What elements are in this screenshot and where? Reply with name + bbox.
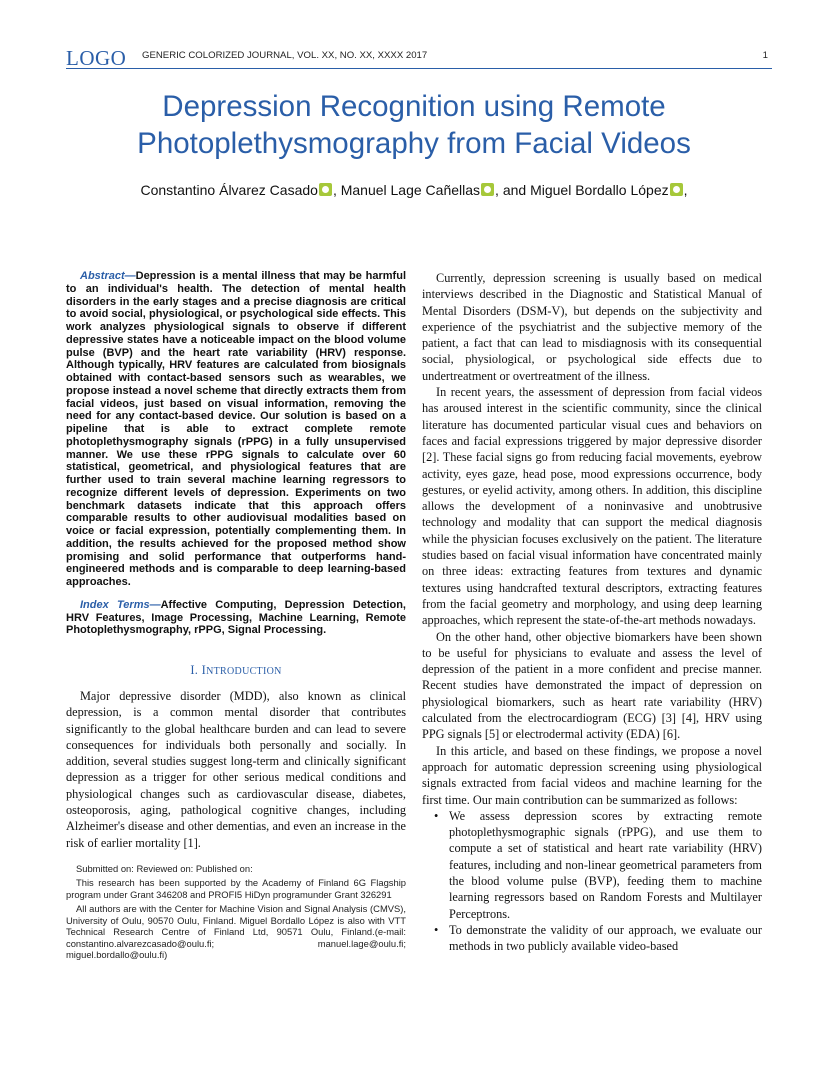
right-column-body bbox=[422, 270, 762, 808]
index-terms-label bbox=[66, 599, 161, 611]
title-line-1: Depression Recognition using Remote bbox=[162, 90, 666, 123]
footnotes bbox=[66, 863, 406, 961]
abstract-dash: — bbox=[124, 270, 136, 282]
author-list bbox=[60, 182, 768, 198]
journal-name: GENERIC COLORIZED JOURNAL, VOL. XX, NO. XX, XXXX 2017 bbox=[142, 50, 428, 61]
index-terms-dash: — bbox=[149, 598, 161, 611]
footnote-submitted: Submitted on: Reviewed on: Published on: bbox=[76, 862, 253, 874]
orcid-icon[interactable] bbox=[670, 183, 683, 196]
footnote-affiliation: All authors are with the Center for Machine Vision and Signal Analysis (CMVS), University of Oulu, 90570 Oulu, Finland. Miguel Bordallo López is also with VTT Technical Research Centre of Finland Ltd, 90571 Oulu, Finland.(e-mail: constantino.alvarezcasado@oulu.fi; manuel.lage@oulu.fi; miguel.bordallo@oulu.fi) bbox=[66, 903, 406, 961]
index-terms-text: Affective Computing, Depression Detection, HRV Features, Image Processing, Machine Learning, Remote Photoplethysmography, rPPG, Signal Processing. bbox=[66, 598, 406, 637]
author-name: , and Miguel Bordallo López bbox=[495, 182, 669, 198]
orcid-icon[interactable] bbox=[481, 183, 494, 196]
page-header bbox=[66, 44, 772, 69]
abstract bbox=[66, 270, 406, 589]
abstract-label bbox=[66, 270, 136, 282]
paragraph: In this article, and based on these findings, we propose a novel approach for automatic depression screening using physiological signals extracted from facial videos and machine learning for the first time. Our main contribution can be summarized as follows: bbox=[422, 743, 762, 807]
right-column bbox=[422, 270, 762, 954]
title-line-2: Photoplethysmography from Facial Videos bbox=[137, 127, 691, 160]
abstract-label-text: Abstract bbox=[80, 270, 125, 282]
introduction-body bbox=[66, 688, 406, 851]
left-column bbox=[66, 270, 406, 964]
contribution-list bbox=[422, 808, 762, 955]
paragraph: Major depressive disorder (MDD), also known as clinical depression, is a common mental disorder that contributes significantly to the global healthcare burden and can lead to severe consequences for individuals both personally and socially. In addition, several studies suggest long-term and clinically significant depression as a trigger for other serious medical conditions and physiological changes such as cardiovascular disease, diabetes, osteoporosis, aging, pathological cognitive changes, including Alzheimer's disease and other dementias, and even an increase in the risk of earlier mortality [1]. bbox=[66, 689, 406, 850]
section-initial: I bbox=[201, 663, 207, 677]
section-heading-introduction bbox=[66, 663, 406, 678]
orcid-icon[interactable] bbox=[319, 183, 332, 196]
author-list-end: , bbox=[683, 182, 688, 198]
index-terms-label-text: Index Terms bbox=[80, 598, 150, 611]
paragraph: In recent years, the assessment of depression from facial videos has aroused interest in the scientific community, since the clinical literature has documented particular visual cues and behaviors on faces and facial expressions triggered by major depressive disorder [2]. These facial signs go from reducing facial movements, eyebrow activity, eyes gaze, head pose, mood expressions occurrence, body gestures, or eyelid activity, among others. In addition, this discipline allows the development of a noninvasive and unobtrusive technology and modality that can support the medical diagnosis while the physician focuses exclusively on the patient. The literature studies based on facial visual information have concentrated mainly on three ideas: extracting features from textures and dynamic textures using handcrafted textural descriptors, extracting features from the facial geometry and morphology, and using deep learning approaches, which represent the state-of-the-art methods nowadays. bbox=[422, 385, 762, 628]
paper-title bbox=[60, 88, 768, 162]
page-number: 1 bbox=[762, 50, 768, 61]
section-numeral: I. bbox=[190, 663, 202, 677]
list-item: • To demonstrate the validity of our approach, we evaluate our methods in two publicly available video-based bbox=[449, 922, 762, 955]
journal-logo: LOGO bbox=[66, 46, 127, 70]
paragraph: Currently, depression screening is usually based on medical interviews described in the Diagnostic and Statistical Manual of Mental Disorders (DSM-V), but depends on the subjectivity and experience of the psychiatrist and the subjective memory of the patient, a fact that can lead to misdiagnosis with its consequential social, physiological, or psychological side effects due to undertreatment or overtreatment of the illness. bbox=[422, 271, 762, 383]
list-item: • We assess depression scores by extracting remote photoplethysmographic signals (rPPG), and use them to compute a set of statistical and heart rate variability (HRV) features, including and non-linear geometrical parameters from the blood volume pulse (BVP), feeding them to machine learning regressors based on Random Forests and Multilayer Perceptrons. bbox=[449, 808, 762, 922]
author-name: , Manuel Lage Cañellas bbox=[332, 182, 481, 198]
section-title-rest: NTRODUCTION bbox=[206, 666, 282, 677]
paragraph: On the other hand, other objective biomarkers have been shown to be useful for physicians to evaluate and assess the level of depression of the patient in a more confident and precise manner. Recent studies have demonstrated the impact of depression on physiological biomarkers, such as heart rate variability (HRV) calculated from the electrocardiogram (ECG) [3] [4], HRV using PPG signals [5] or electrodermal activity (EDA) [6]. bbox=[422, 629, 762, 742]
author-name: Constantino Álvarez Casado bbox=[140, 182, 318, 198]
abstract-text: Depression is a mental illness that may be harmful to an individual's health. The detection of mental health disorders in the early stages and a precise diagnosis are critical to avoid social, physiological, or psychological side effects. This work analyzes physiological signals to observe if different depressive states have a noticeable impact on the blood volume pulse (BVP) and the heart rate variability (HRV) response. Although typically, HRV features are calculated from biosignals obtained with contact-based sensors such as wearables, we propose instead a novel scheme that directly extracts them from facial videos, just based on visual information, removing the need for any contact-based device. Our solution is based on a pipeline that is able to extract complete remote photoplethysmography signals (rPPG) in a fully unsupervised manner. We use these rPPG signals to calculate over 60 statistical, geometrical, and physiological features that are further used to train several machine learning regressors to recognize different levels of depression. Experiments on two benchmark datasets indicate that this approach offers comparable results to other audiovisual modalities based on voice or facial expression, potentially complementing them. In addition, the results achieved for the proposed method show promising and solid performance that outperforms hand-engineered methods and is comparable to deep learning-based approaches. bbox=[66, 270, 406, 588]
footnote-funding: This research has been supported by the Academy of Finland 6G Flagship program under Grant 346208 and PROFI5 HiDyn programunder Grant 326291 bbox=[66, 877, 406, 900]
index-terms bbox=[66, 599, 406, 637]
